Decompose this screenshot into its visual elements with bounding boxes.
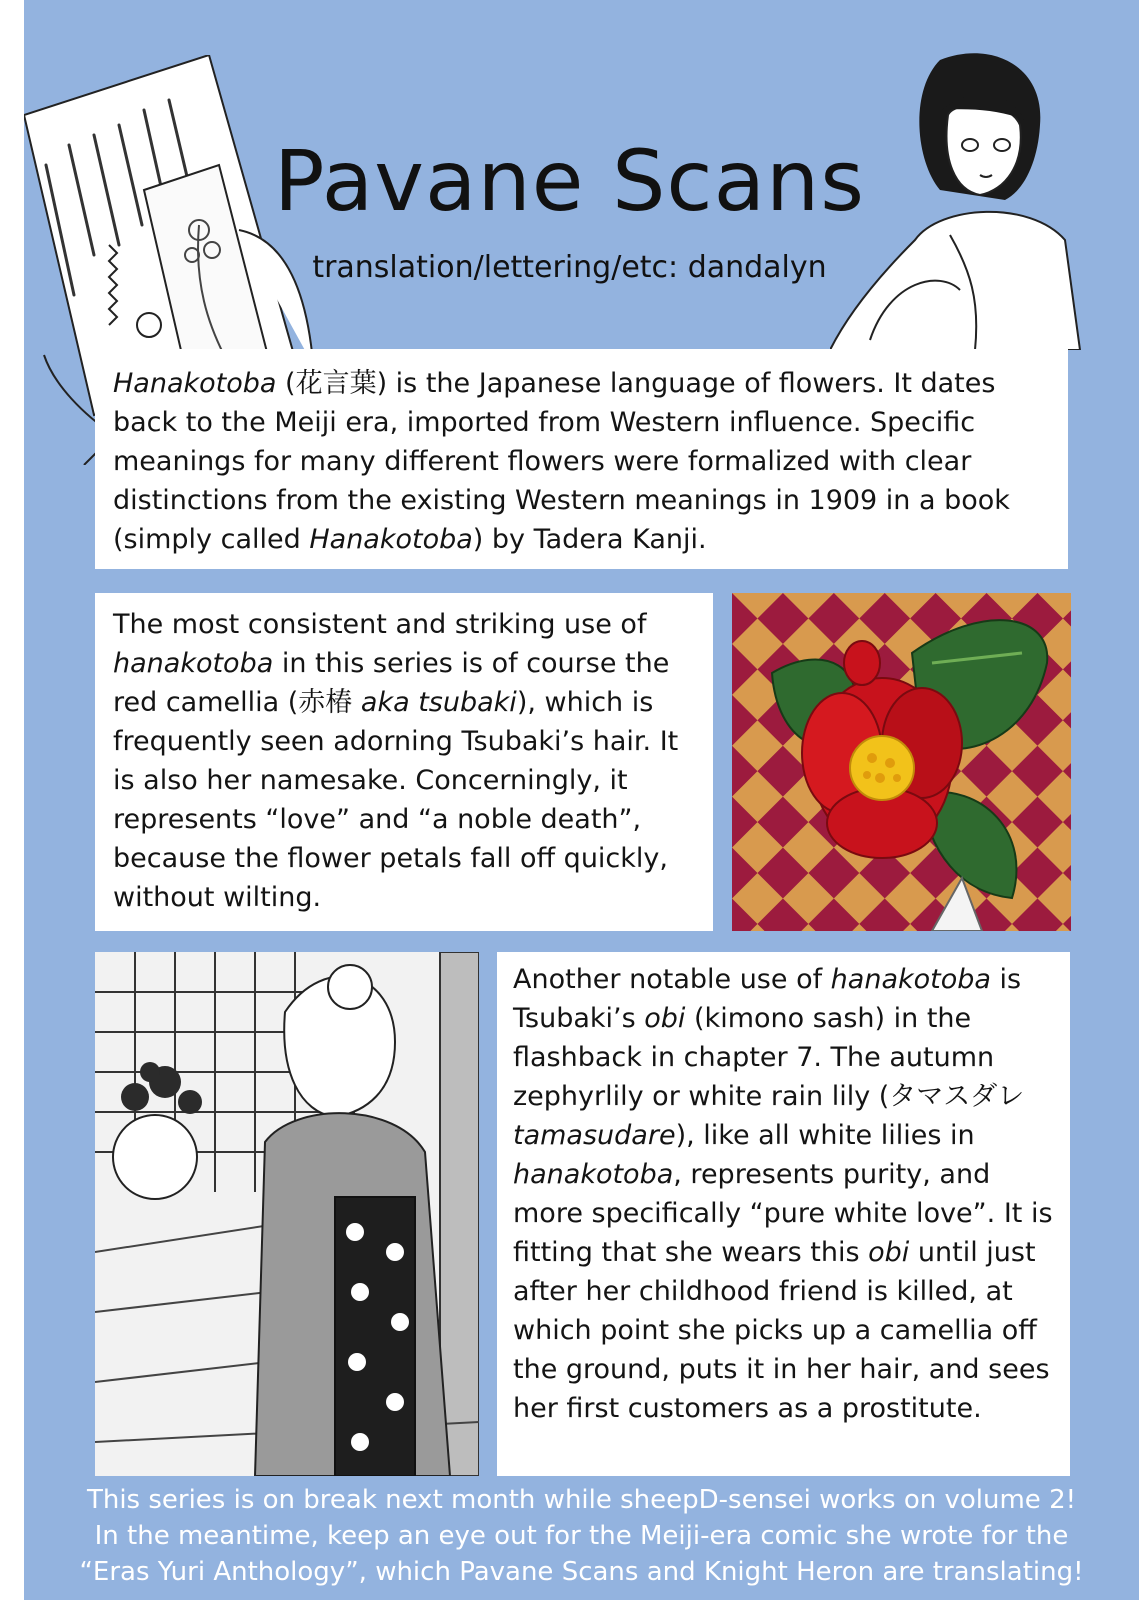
- intro-panel: [95, 349, 1068, 569]
- footer-line-1: This series is on break next month while sheepD-sensei works on volume 2!: [86, 1485, 1077, 1515]
- intro-text: Hanakotoba (花言葉) is the Japanese language of flowers. It dates back to the Meiji era, imported from Western influence. Specific meanings for many different flowers were formalized with clear distinctions from the existing Western meanings in 1909 in a book (simply called Hanakotoba) by Tadera Kanji.: [113, 368, 1010, 555]
- obi-text: Another notable use of hanakotoba is Tsubaki’s obi (kimono sash) in the flashback in chapter 7. The autumn zephyrlily or white rain lily (タマスダレ tamasudare), like all white lilies in hanakotoba, represents purity, and more specifically “pure white love”. It is fitting that she wears this obi until just after her childhood friend is killed, at which point she picks up a camellia off the ground, puts it in her hair, and sees her first customers as a prostitute.: [513, 964, 1053, 1424]
- footer-note: [24, 1482, 1139, 1590]
- intro-term: Hanakotoba: [113, 368, 277, 399]
- credit-line: translation/lettering/etc: dandalyn: [312, 250, 827, 285]
- obi-panel: [497, 952, 1070, 1476]
- camellia-illustration: [732, 593, 1071, 931]
- page-title: Pavane Scans: [273, 132, 866, 230]
- kimono-scene-illustration: [95, 952, 479, 1476]
- camellia-text: The most consistent and striking use of hanakotoba in this series is of course the red camellia (赤椿 aka tsubaki), which is frequently seen adorning Tsubaki’s hair. It is also her namesake. Concerningly, it represents “love” and “a noble death”, because the flower petals fall off quickly, without wilting.: [113, 609, 679, 913]
- footer-line-3: “Eras Yuri Anthology”, which Pavane Scans and Knight Heron are translating!: [79, 1557, 1084, 1587]
- camellia-panel: [95, 593, 713, 931]
- footer-line-2: In the meantime, keep an eye out for the Meiji-era comic she wrote for the: [94, 1521, 1069, 1551]
